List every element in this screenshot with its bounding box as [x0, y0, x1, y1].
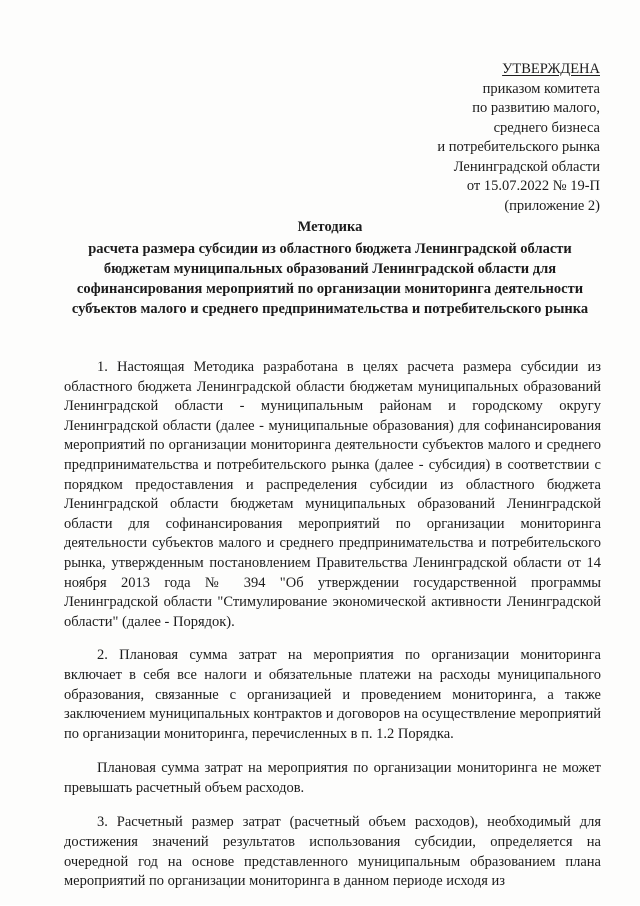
- paragraph-2-note: Плановая сумма затрат на мероприятия по организации мониторинга не может превышать расчетный объем расходов.: [64, 760, 601, 796]
- document-title: Методика: [297, 219, 363, 235]
- approval-line: Ленинградской области: [453, 158, 600, 175]
- document-body: [64, 358, 601, 906]
- approval-heading: УТВЕРЖДЕНА: [502, 61, 600, 77]
- approval-appendix-line: (приложение 2): [504, 197, 600, 214]
- paragraph-3: 3. Расчетный размер затрат (расчетный объем расходов), необходимый для достижения значений результатов использования субсидии, определяется на очередной год на основе представленного муниципальным образованием плана мероприятий по организации мониторинга в данном периоде исходя из: [64, 814, 601, 890]
- paragraph-2: 2. Плановая сумма затрат на мероприятия по организации мониторинга включает в себя все налоги и обязательные платежи на расходы муниципального образования, связанные с организацией и проведением мониторинга, а также заключением муниципальных контрактов и договоров на осуществление мероприятий по организации мониторинга, перечисленных в п. 1.2 Порядка.: [64, 647, 601, 742]
- document-subtitle: расчета размера субсидии из областного бюджета Ленинградской области бюджетам муниципальных образований Ленинградской области для софинансирования мероприятий по организации мониторинга деятельности субъектов малого и среднего предпринимательства и потребительского рынка: [71, 241, 589, 317]
- document-title-block: [70, 217, 590, 319]
- paragraph-1: 1. Настоящая Методика разработана в целях расчета размера субсидии из областного бюджета Ленинградской области бюджетам муниципальных образований Ленинградской области - муниципальным районам и городскому округу Ленинградской области (далее - муниципальные образования) для софинансирования мероприятий по организации мониторинга деятельности субъектов малого и среднего предпринимательства и потребительского рынка (далее - субсидия) в соответствии с порядком предоставления и распределения субсидии из областного бюджета Ленинградской области бюджетам муниципальных образований Ленинградской области для софинансирования мероприятий по организации мониторинга деятельности субъектов малого и среднего предпринимательства и потребительского рынка, утвержденным постановлением Правительства Ленинградской области от 14 ноября 2013 года № 394 "Об утверждении государственной программы Ленинградской области "Стимулирование экономической активности Ленинградской области" (далее - Порядок).: [64, 359, 601, 630]
- approval-line: приказом комитета: [482, 80, 600, 97]
- approval-line: по развитию малого,: [472, 100, 600, 116]
- approval-date-line: от 15.07.2022 № 19-П: [466, 178, 600, 194]
- approval-stamp: [340, 60, 600, 216]
- approval-line: и потребительского рынка: [437, 139, 600, 155]
- approval-line: среднего бизнеса: [493, 119, 600, 136]
